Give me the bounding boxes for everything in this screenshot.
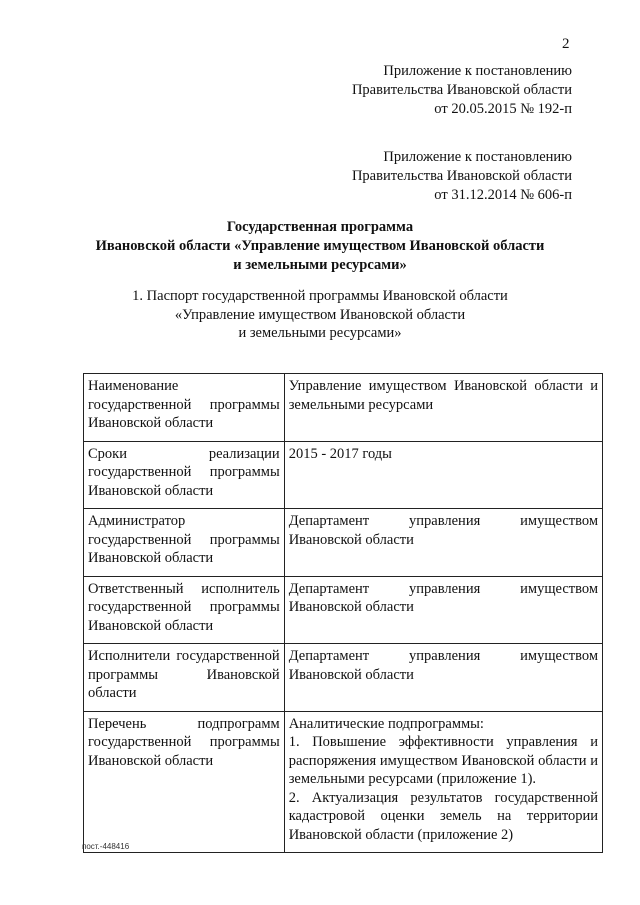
appendix-header-original: [352, 148, 572, 205]
table-row: [84, 576, 603, 644]
appendix-line: Приложение к постановлению: [383, 63, 572, 79]
row-label: Сроки реализации государственной программы Ивановской области: [84, 441, 285, 509]
row-label: Перечень подпрограмм государственной программы Ивановской области: [84, 711, 285, 853]
program-title-line: и земельными ресурсами»: [233, 257, 407, 273]
row-label: Наименование государственной программы Ивановской области: [84, 374, 285, 442]
program-title-line: Ивановской области «Управление имуществом Ивановской области: [95, 238, 545, 254]
appendix-header-current: [352, 62, 572, 119]
subprogram-item: 1. Повышение эффективности управления и распоряжения имуществом Ивановской области и земельными ресурсами (приложение 1).: [288, 734, 598, 787]
row-label: Ответственный исполнитель государственной программы Ивановской области: [84, 576, 285, 644]
table-row: [84, 374, 603, 442]
page-number: 2: [562, 36, 570, 52]
table-row: [84, 441, 603, 509]
subprogram-item: 2. Актуализация результатов государственной кадастровой оценки земель на территории Ивановской области (приложение 2): [288, 789, 598, 843]
subprogram-heading: Аналитические подпрограммы:: [288, 715, 484, 732]
appendix-line: Приложение к постановлению: [383, 149, 572, 165]
program-title: [0, 218, 640, 275]
appendix-line: Правительства Ивановской области: [351, 82, 572, 98]
passport-table: [83, 373, 603, 853]
row-value: [284, 711, 602, 853]
table-row: [84, 711, 603, 853]
row-value: Департамент управления имуществом Ивановской области: [284, 644, 602, 712]
appendix-line: от 20.05.2015 № 192-п: [434, 101, 572, 117]
passport-title-line: «Управление имуществом Ивановской области: [174, 306, 466, 323]
passport-title: [0, 287, 640, 343]
row-label: Администратор государственной программы Ивановской области: [84, 509, 285, 577]
table-row: [84, 644, 603, 712]
row-value: Департамент управления имуществом Ивановской области: [284, 509, 602, 577]
passport-title-line: 1. Паспорт государственной программы Ивановской области: [132, 288, 508, 304]
program-title-line: Государственная программа: [226, 219, 414, 235]
row-label: Исполнители государственной программы Ивановской области: [84, 644, 285, 712]
document-code: пост.-448416: [82, 842, 130, 851]
passport-title-line: и земельными ресурсами»: [238, 325, 402, 341]
row-value: Управление имуществом Ивановской области и земельными ресурсами: [284, 374, 602, 442]
table-row: [84, 509, 603, 577]
appendix-line: Правительства Ивановской области: [351, 168, 572, 184]
row-value: 2015 - 2017 годы: [284, 441, 602, 509]
appendix-line: от 31.12.2014 № 606-п: [434, 187, 572, 203]
row-value: Департамент управления имуществом Ивановской области: [284, 576, 602, 644]
